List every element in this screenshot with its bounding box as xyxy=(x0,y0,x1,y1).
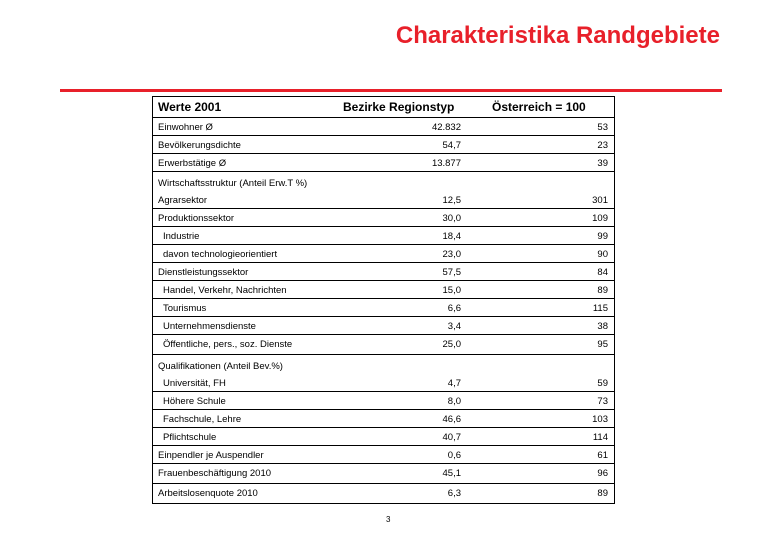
row-label: Bevölkerungsdichte xyxy=(158,140,241,151)
table-row xyxy=(153,299,614,317)
row-value-region: 57,5 xyxy=(442,267,461,278)
table-row xyxy=(153,281,614,299)
row-label: Agrarsektor xyxy=(158,195,208,206)
title-divider xyxy=(60,89,722,92)
statistics-table xyxy=(152,96,615,504)
row-value-region: 6,3 xyxy=(447,488,461,499)
row-value-index: 96 xyxy=(597,468,608,479)
row-value-index: 99 xyxy=(597,231,608,242)
row-label: Tourismus xyxy=(163,303,207,314)
row-value-index: 109 xyxy=(592,213,608,224)
row-value-region: 46,6 xyxy=(442,414,461,425)
row-label: Öffentliche, pers., soz. Dienste xyxy=(163,339,293,350)
row-value-region: 8,0 xyxy=(447,396,461,407)
row-value-region: 54,7 xyxy=(442,140,461,151)
row-label: Universität, FH xyxy=(163,378,226,389)
table-row xyxy=(153,374,614,392)
section-heading: Wirtschaftsstruktur (Anteil Erw.T %) xyxy=(158,178,308,189)
table-row xyxy=(153,245,614,263)
page-number: 3 xyxy=(386,515,391,524)
table-row xyxy=(153,410,614,428)
row-value-index: 103 xyxy=(592,414,608,425)
row-label: Höhere Schule xyxy=(163,396,226,407)
row-label: Einwohner Ø xyxy=(158,122,213,133)
row-label: davon technologieorientiert xyxy=(163,249,278,260)
row-value-region: 4,7 xyxy=(447,378,461,389)
row-value-index: 114 xyxy=(592,432,608,443)
row-value-index: 301 xyxy=(592,195,608,206)
table-row xyxy=(153,191,614,209)
row-label: Dienstleistungssektor xyxy=(158,267,249,278)
row-value-index: 23 xyxy=(597,140,608,151)
table-row xyxy=(153,464,614,484)
row-value-index: 73 xyxy=(597,396,608,407)
row-value-region: 18,4 xyxy=(442,231,461,242)
section-heading-row xyxy=(153,355,614,374)
row-value-region: 25,0 xyxy=(442,339,461,350)
row-value-index: 39 xyxy=(597,158,608,169)
row-value-region: 6,6 xyxy=(447,303,461,314)
row-value-region: 3,4 xyxy=(447,321,461,332)
row-label: Unternehmensdienste xyxy=(163,321,256,332)
table-row xyxy=(153,446,614,464)
row-value-index: 38 xyxy=(597,321,608,332)
table-row xyxy=(153,209,614,227)
row-label: Fachschule, Lehre xyxy=(163,414,242,425)
table-row xyxy=(153,484,614,503)
header-austria-index: Österreich = 100 xyxy=(492,100,586,114)
row-label: Handel, Verkehr, Nachrichten xyxy=(163,285,287,296)
row-label: Produktionssektor xyxy=(158,213,235,224)
row-value-region: 13.877 xyxy=(431,158,461,169)
table-row xyxy=(153,428,614,446)
section-heading-row xyxy=(153,172,614,191)
row-value-region: 0,6 xyxy=(447,450,461,461)
row-label: Arbeitslosenquote 2010 xyxy=(158,488,258,499)
row-value-index: 84 xyxy=(597,267,608,278)
row-value-index: 95 xyxy=(597,339,608,350)
row-value-index: 53 xyxy=(597,122,608,133)
table-row xyxy=(153,136,614,154)
header-year: Werte 2001 xyxy=(158,100,222,114)
table-row xyxy=(153,317,614,335)
row-value-region: 45,1 xyxy=(442,468,461,479)
row-value-region: 23,0 xyxy=(442,249,461,260)
row-value-index: 89 xyxy=(597,285,608,296)
row-label: Industrie xyxy=(163,231,200,242)
table-row xyxy=(153,392,614,410)
row-value-region: 30,0 xyxy=(442,213,461,224)
row-value-index: 89 xyxy=(597,488,608,499)
row-value-index: 90 xyxy=(597,249,608,260)
row-value-index: 115 xyxy=(592,303,608,314)
table-header-row xyxy=(153,96,614,118)
table-row xyxy=(153,154,614,172)
row-label: Frauenbeschäftigung 2010 xyxy=(158,468,272,479)
table-row xyxy=(153,118,614,136)
section-heading: Qualifikationen (Anteil Bev.%) xyxy=(158,361,283,372)
page-title: Charakteristika Randgebiete xyxy=(395,22,720,49)
row-value-index: 59 xyxy=(597,378,608,389)
row-label: Erwerbstätige Ø xyxy=(158,158,227,169)
table-row xyxy=(153,335,614,355)
table-row xyxy=(153,227,614,245)
row-value-region: 42.832 xyxy=(431,122,461,133)
header-region-type: Bezirke Regionstyp xyxy=(343,100,455,114)
row-value-region: 40,7 xyxy=(442,432,461,443)
row-value-region: 12,5 xyxy=(442,195,461,206)
row-value-index: 61 xyxy=(597,450,608,461)
row-value-region: 15,0 xyxy=(442,285,461,296)
table-row xyxy=(153,263,614,281)
row-label: Pflichtschule xyxy=(163,432,217,443)
row-label: Einpendler je Auspendler xyxy=(158,450,264,461)
